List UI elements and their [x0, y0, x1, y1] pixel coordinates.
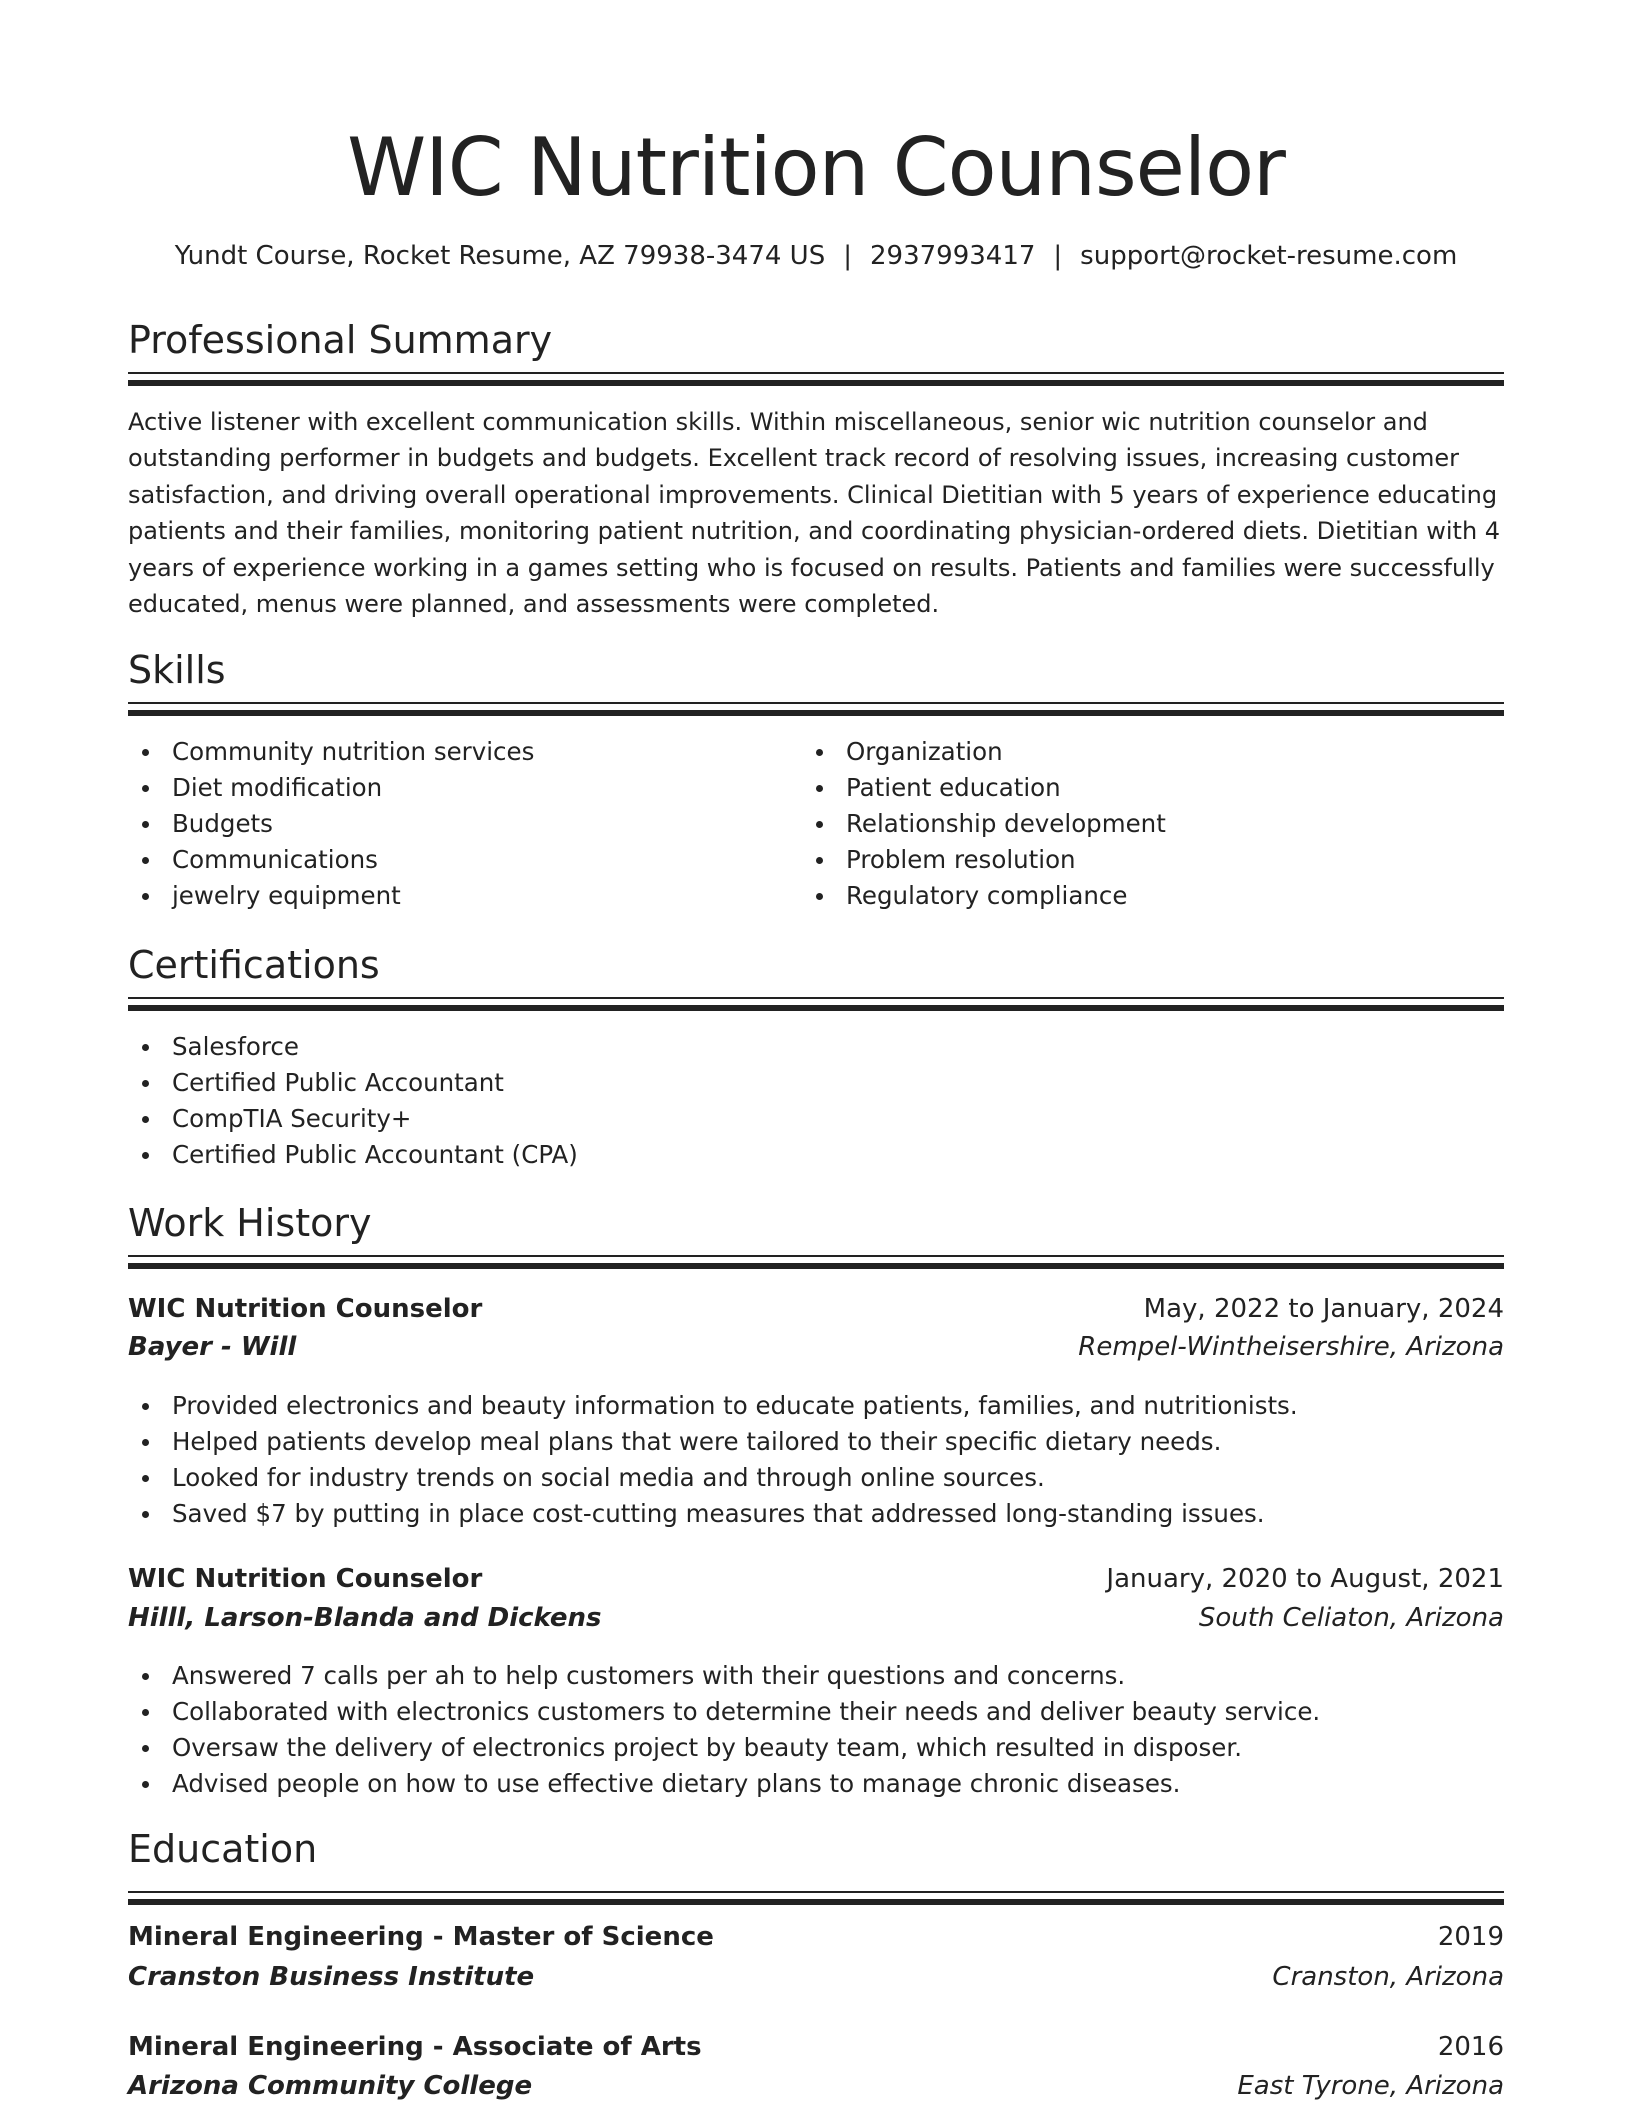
job-bullet: Oversaw the delivery of electronics project by beauty team, which resulted in disposer. — [128, 1730, 1320, 1766]
job-bullet: Collaborated with electronics customers to determine their needs and deliver beauty service. — [128, 1694, 1320, 1730]
job-header — [128, 1564, 1504, 1594]
education-subheader — [128, 2071, 1504, 2101]
section-divider — [128, 997, 1504, 1013]
skill-item: Relationship development — [802, 806, 1166, 842]
certifications-list — [128, 1029, 578, 1173]
education-header — [128, 1922, 1504, 1952]
section-heading-education: Education — [128, 1827, 318, 1871]
certification-item: Salesforce — [128, 1029, 578, 1065]
certification-item: Certified Public Accountant — [128, 1065, 578, 1101]
summary-line: satisfaction, and driving overall operational improvements. Clinical Dietitian with 5 years of experience educating — [128, 480, 1498, 509]
certification-item: Certified Public Accountant (CPA) — [128, 1137, 578, 1173]
contact-email: support@rocket-resume.com — [1080, 241, 1458, 271]
resume-title: WIC Nutrition Counselor — [347, 121, 1285, 214]
education-location: Cranston, Arizona — [1272, 1962, 1504, 1992]
section-heading-work-history: Work History — [128, 1201, 372, 1245]
skill-item: Diet modification — [128, 770, 534, 806]
summary-line: patients and their families, monitoring patient nutrition, and coordinating physician-ordered diets. Dietitian with 4 — [128, 517, 1501, 546]
education-year: 2019 — [1437, 1922, 1504, 1952]
job-bullet: Answered 7 calls per ah to help customers with their questions and concerns. — [128, 1658, 1320, 1694]
section-divider — [128, 372, 1504, 388]
certification-item: CompTIA Security+ — [128, 1101, 578, 1137]
job-subheader — [128, 1603, 1504, 1633]
skill-item: Communications — [128, 842, 534, 878]
job-bullet: Looked for industry trends on social media and through online sources. — [128, 1460, 1298, 1496]
education-header — [128, 2032, 1504, 2062]
skills-list-right — [802, 734, 1166, 914]
skills-list-left — [128, 734, 534, 914]
skill-item: Problem resolution — [802, 842, 1166, 878]
contact-line — [0, 238, 1632, 274]
job-bullets — [128, 1388, 1298, 1532]
section-divider — [128, 1255, 1504, 1271]
contact-separator: | — [843, 241, 852, 271]
contact-separator: | — [1053, 241, 1063, 271]
job-title: WIC Nutrition Counselor — [128, 1294, 483, 1324]
section-heading-summary: Professional Summary — [128, 318, 553, 362]
summary-text — [128, 404, 1504, 622]
job-bullet: Helped patients develop meal plans that were tailored to their specific dietary needs. — [128, 1424, 1298, 1460]
education-school: Cranston Business Institute — [128, 1962, 535, 1992]
job-company: Bayer - Will — [128, 1332, 297, 1362]
education-location: East Tyrone, Arizona — [1237, 2071, 1504, 2101]
job-bullet: Provided electronics and beauty information to educate patients, families, and nutritionists. — [128, 1388, 1298, 1424]
skill-item: Patient education — [802, 770, 1166, 806]
education-degree: Mineral Engineering - Master of Science — [128, 1922, 714, 1952]
skill-item: Regulatory compliance — [802, 878, 1166, 914]
section-divider — [128, 702, 1504, 718]
job-subheader — [128, 1332, 1504, 1362]
job-dates: January, 2020 to August, 2021 — [1106, 1564, 1504, 1594]
skill-item: jewelry equipment — [128, 878, 534, 914]
skill-item: Organization — [802, 734, 1166, 770]
education-school: Arizona Community College — [128, 2071, 533, 2101]
education-degree: Mineral Engineering - Associate of Arts — [128, 2032, 702, 2062]
contact-phone: 2937993417 — [869, 241, 1036, 271]
job-bullet: Saved $7 by putting in place cost-cutting measures that addressed long-standing issues. — [128, 1496, 1298, 1532]
section-divider — [128, 1891, 1504, 1907]
section-heading-certifications: Certifications — [128, 943, 380, 987]
section-heading-skills: Skills — [128, 648, 226, 692]
job-bullets — [128, 1658, 1320, 1802]
job-dates: May, 2022 to January, 2024 — [1143, 1294, 1504, 1324]
summary-line: educated, menus were planned, and assessments were completed. — [128, 590, 940, 619]
summary-line: Active listener with excellent communication skills. Within miscellaneous, senior wic nutrition counselor and — [128, 408, 1428, 436]
job-header — [128, 1294, 1504, 1324]
job-company: Hilll, Larson-Blanda and Dickens — [128, 1603, 602, 1633]
education-subheader — [128, 1962, 1504, 1992]
job-bullet: Advised people on how to use effective dietary plans to manage chronic diseases. — [128, 1766, 1320, 1802]
job-location: Rempel-Wintheisershire, Arizona — [1078, 1332, 1504, 1362]
job-location: South Celiaton, Arizona — [1198, 1603, 1504, 1633]
job-title: WIC Nutrition Counselor — [128, 1564, 483, 1594]
summary-line: outstanding performer in budgets and budgets. Excellent track record of resolving issues, increasing customer — [128, 444, 1460, 473]
contact-address: Yundt Course, Rocket Resume, AZ 79938-3474 US — [174, 241, 826, 271]
summary-line: years of experience working in a games setting who is focused on results. Patients and families were successfully — [128, 553, 1495, 582]
skill-item: Budgets — [128, 806, 534, 842]
skill-item: Community nutrition services — [128, 734, 534, 770]
education-year: 2016 — [1437, 2032, 1504, 2062]
